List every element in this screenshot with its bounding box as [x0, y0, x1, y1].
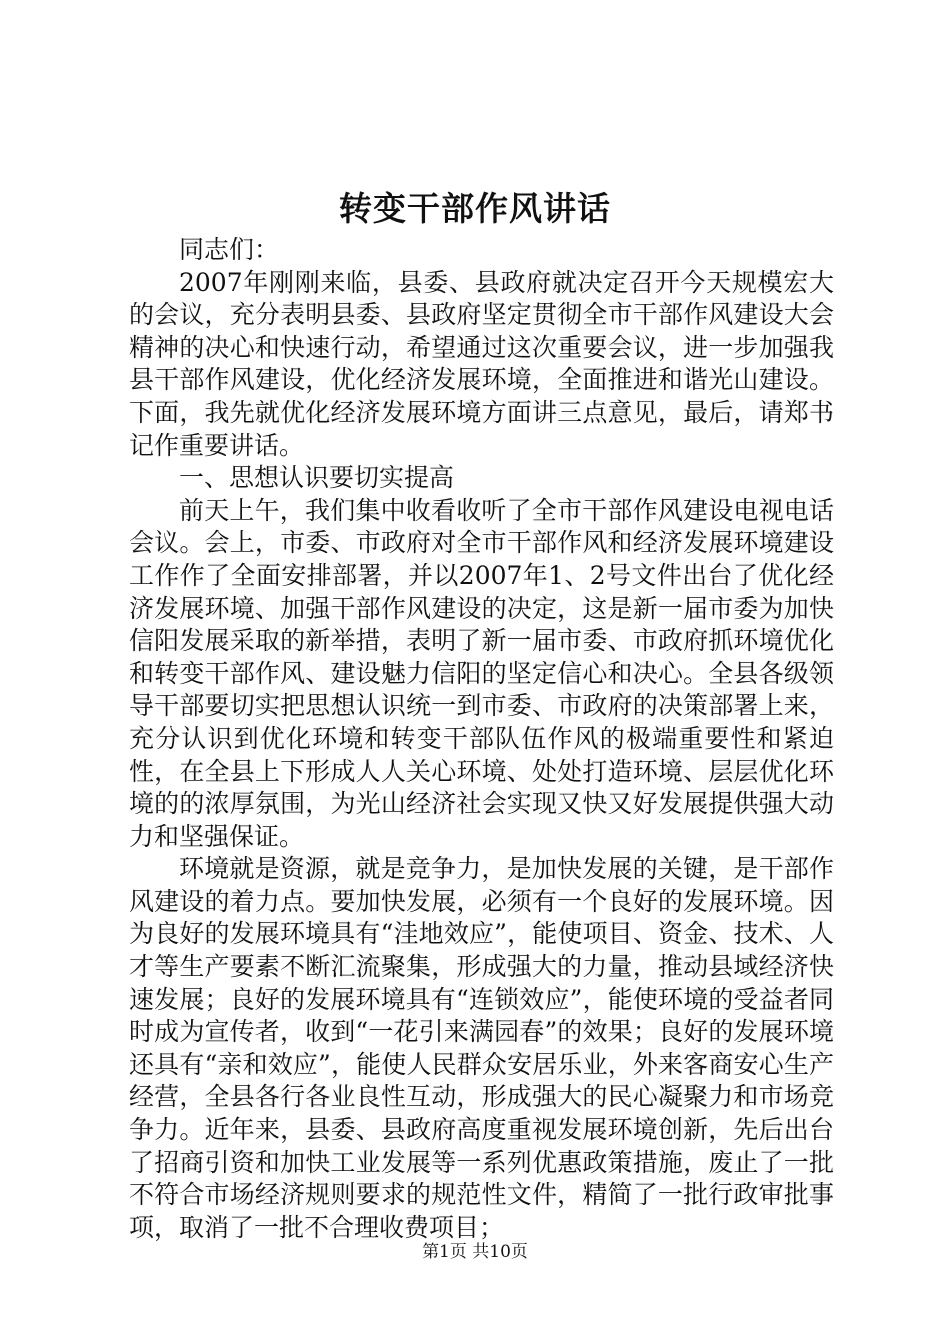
paragraph-meeting: 前天上午，我们集中收看收听了全市干部作风建设电视电话会议。会上，市委、市政府对全市干部作风和经济发展环境建设工作作了全面安排部署，并以2007年1、2号文件出台了优化经济发展环境、加强干部作风建设的决定，这是新一届市委为加快信阳发展采取的新举措，表明了新一届市委、市政府抓环境优化和转变干部作风、建设魅力信阳的坚定信心和决心。全县各级领导干部要切实把思想认识统一到市委、市政府的决策部署上来，充分认识到优化环境和转变干部队伍作风的极端重要性和紧迫性，在全县上下形成人人关心环境、处处打造环境、层层优化环境的的浓厚氛围，为光山经济社会实现又快又好发展提供强大动力和坚强保证。	[129, 495, 834, 851]
document-title: 转变干部作风讲话	[339, 189, 611, 228]
paragraph-opening: 2007年刚刚来临，县委、县政府就决定召开今天规模宏大的会议，充分表明县委、县政府坚定贯彻全市干部作风建设大会精神的决心和快速行动，希望通过这次重要会议，进一步加强我县干部作风建设，优化经济发展环境，全面推进和谐光山建设。下面，我先就优化经济发展环境方面讲三点意见，最后，请郑书记作重要讲话。	[129, 267, 834, 460]
section-heading-1: 一、思想认识要切实提高	[179, 463, 455, 493]
document-body	[129, 234, 834, 1244]
page-number-footer: 第1页 共10页	[422, 1242, 528, 1262]
paragraph-environment: 环境就是资源，就是竞争力，是加快发展的关键，是干部作风建设的着力点。要加快发展，必须有一个良好的发展环境。因为良好的发展环境具有“洼地效应”，能使项目、资金、技术、人才等生产要素不断汇流聚集，形成强大的力量，推动县域经济快速发展；良好的发展环境具有“连锁效应”，能使环境的受益者同时成为宣传者，收到“一花引来满园春”的效果；良好的发展环境还具有“亲和效应”，能使人民群众安居乐业，外来客商安心生产经营，全县各行各业良性互动，形成强大的民心凝聚力和市场竞争力。近年来，县委、县政府高度重视发展环境创新，先后出台了招商引资和加快工业发展等一系列优惠政策措施，废止了一批不符合市场经济规则要求的规范性文件，精简了一批行政审批事项，取消了一批不合理收费项目；	[129, 854, 834, 1242]
salutation: 同志们：	[179, 235, 280, 264]
